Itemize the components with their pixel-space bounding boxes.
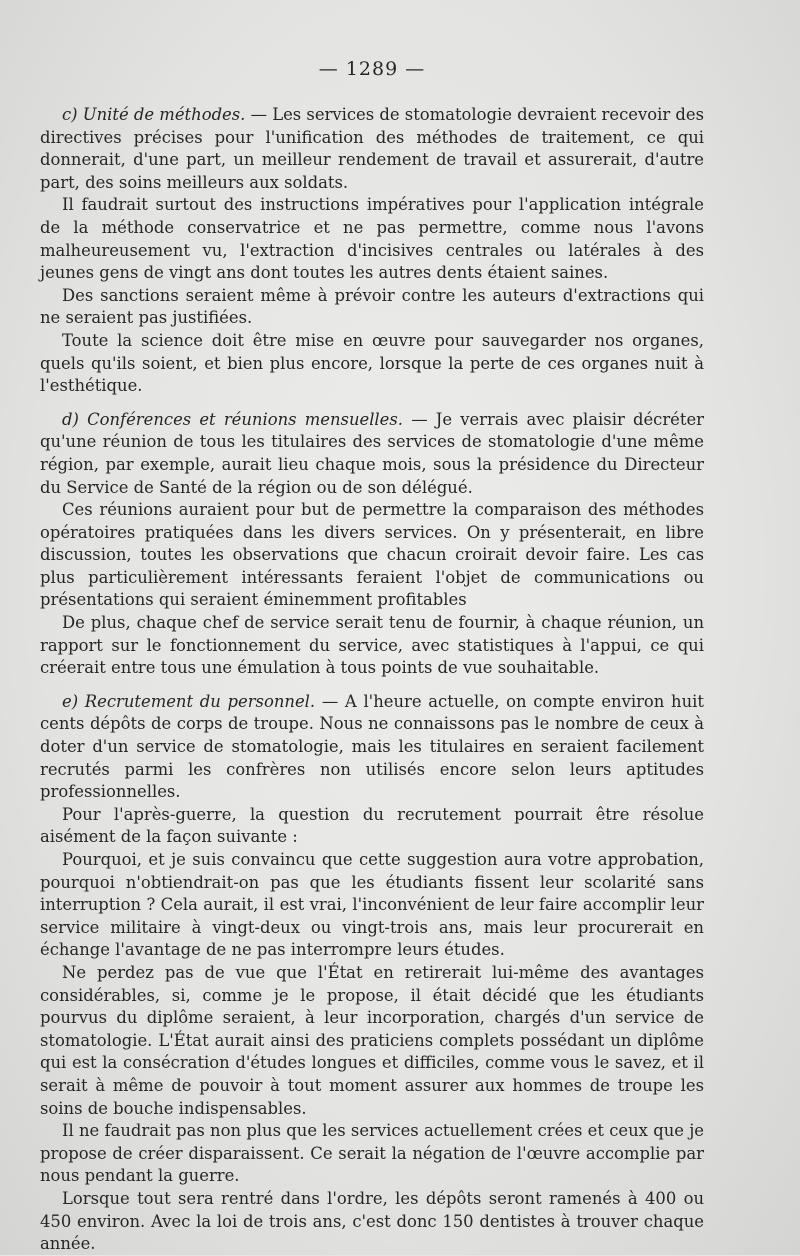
paragraph: De plus, chaque chef de service serait tenu de fournir, à chaque réunion, un rapport sur le fonctionnement du service, avec statistiques à l'appui, ce qui créerait entre tous une émulation à tous points de vue souhaitable. — [40, 613, 704, 678]
paragraph: Des sanctions seraient même à prévoir contre les auteurs d'extractions qui ne seraient pas justifiées. — [40, 285, 704, 328]
section-heading: e) Recrutement du personnel. — [62, 691, 316, 711]
paragraph-text: — Les services de stomatologie devraient recevoir des directives précises pour l'unification des méthodes de traitement, ce qui donnerait, d'une part, un meilleur rendement de travail et assurerait, d'autre part, des soins meilleurs aux soldats. — [40, 105, 704, 192]
paragraph — [40, 691, 704, 804]
paragraph: Toute la science doit être mise en œuvre pour sauvegarder nos organes, quels qu'ils soient, et bien plus encore, lorsque la perte de ces organes nuit à l'esthétique. — [40, 330, 704, 396]
paragraph: Pour l'après-guerre, la question du recrutement pourrait être résolue aisément de la façon suivante : — [40, 804, 704, 847]
body-text — [40, 104, 704, 1256]
paragraph — [40, 409, 704, 499]
paragraph: Ces réunions auraient pour but de permettre la comparaison des méthodes opératoires pratiquées dans les divers services. On y présenterait, en libre discussion, toutes les observations que chacun croirait devoir faire. Les cas plus particulièrement intéressants feraient l'objet de communications ou présentations qui seraient éminemment profitables — [40, 500, 704, 610]
page-number: — 1289 — — [318, 58, 426, 80]
paragraph: Ne perdez pas de vue que l'État en retirerait lui-même des avantages considérables, si, comme je le propose, il était décidé que les étudiants pourvus du diplôme seraient, à leur incorporation, chargés d'un service de stomatologie. L'État aurait ainsi des praticiens complets possédant un diplôme qui est la consécration d'études longues et difficiles, comme vous le savez, et il serait à même de pouvoir à tout moment assurer aux hommes de troupe les soins de bouche indispensables. — [40, 962, 704, 1118]
paragraph: Pourquoi, et je suis convaincu que cette suggestion aura votre approbation, pourquoi n'obtiendrait-on pas que les étudiants fissent leur scolarité sans interruption ? Cela aurait, il est vrai, l'inconvénient de leur faire accomplir leur service militaire à vingt-deux ou vingt-trois ans, mais leur procurerait en échange l'avantage de ne pas interrompre leurs études. — [40, 850, 704, 960]
paragraph: Il ne faudrait pas non plus que les services actuellement crées et ceux que je propose de créer disparaissent. Ce serait la négation de l'œuvre accomplie par nous pendant la guerre. — [40, 1121, 704, 1186]
paragraph-text: — Je verrais avec plaisir décréter qu'une réunion de tous les titulaires des services de stomatologie d'une même région, par exemple, aurait lieu chaque mois, sous la présidence du Directeur du Service de Santé de la région ou de son délégué. — [40, 409, 704, 497]
section-heading: c) Unité de méthodes. — [62, 105, 246, 124]
section-heading: d) Conférences et réunions mensuelles. — [62, 409, 404, 429]
paragraph: Il faudrait surtout des instructions impératives pour l'application intégrale de la méthode conservatrice et ne pas permettre, comme nous l'avons malheureusement vu, l'extraction d'incisives centrales ou latérales à des jeunes gens de vingt ans dont toutes les autres dents étaient saines. — [40, 195, 704, 283]
paragraph-text: — A l'heure actuelle, on compte environ huit cents dépôts de corps de troupe. Nous ne connaissons pas le nombre de ceux à doter d'un service de stomatologie, mais les titulaires en seraient facilement recrutés parmi les confrères non utilisés encore selon leurs aptitudes professionnelles. — [40, 691, 704, 802]
paragraph — [40, 104, 704, 194]
paragraph: Lorsque tout sera rentré dans l'ordre, les dépôts seront ramenés à 400 ou 450 environ. Avec la loi de trois ans, c'est donc 150 dentistes à trouver chaque année. — [40, 1188, 704, 1254]
